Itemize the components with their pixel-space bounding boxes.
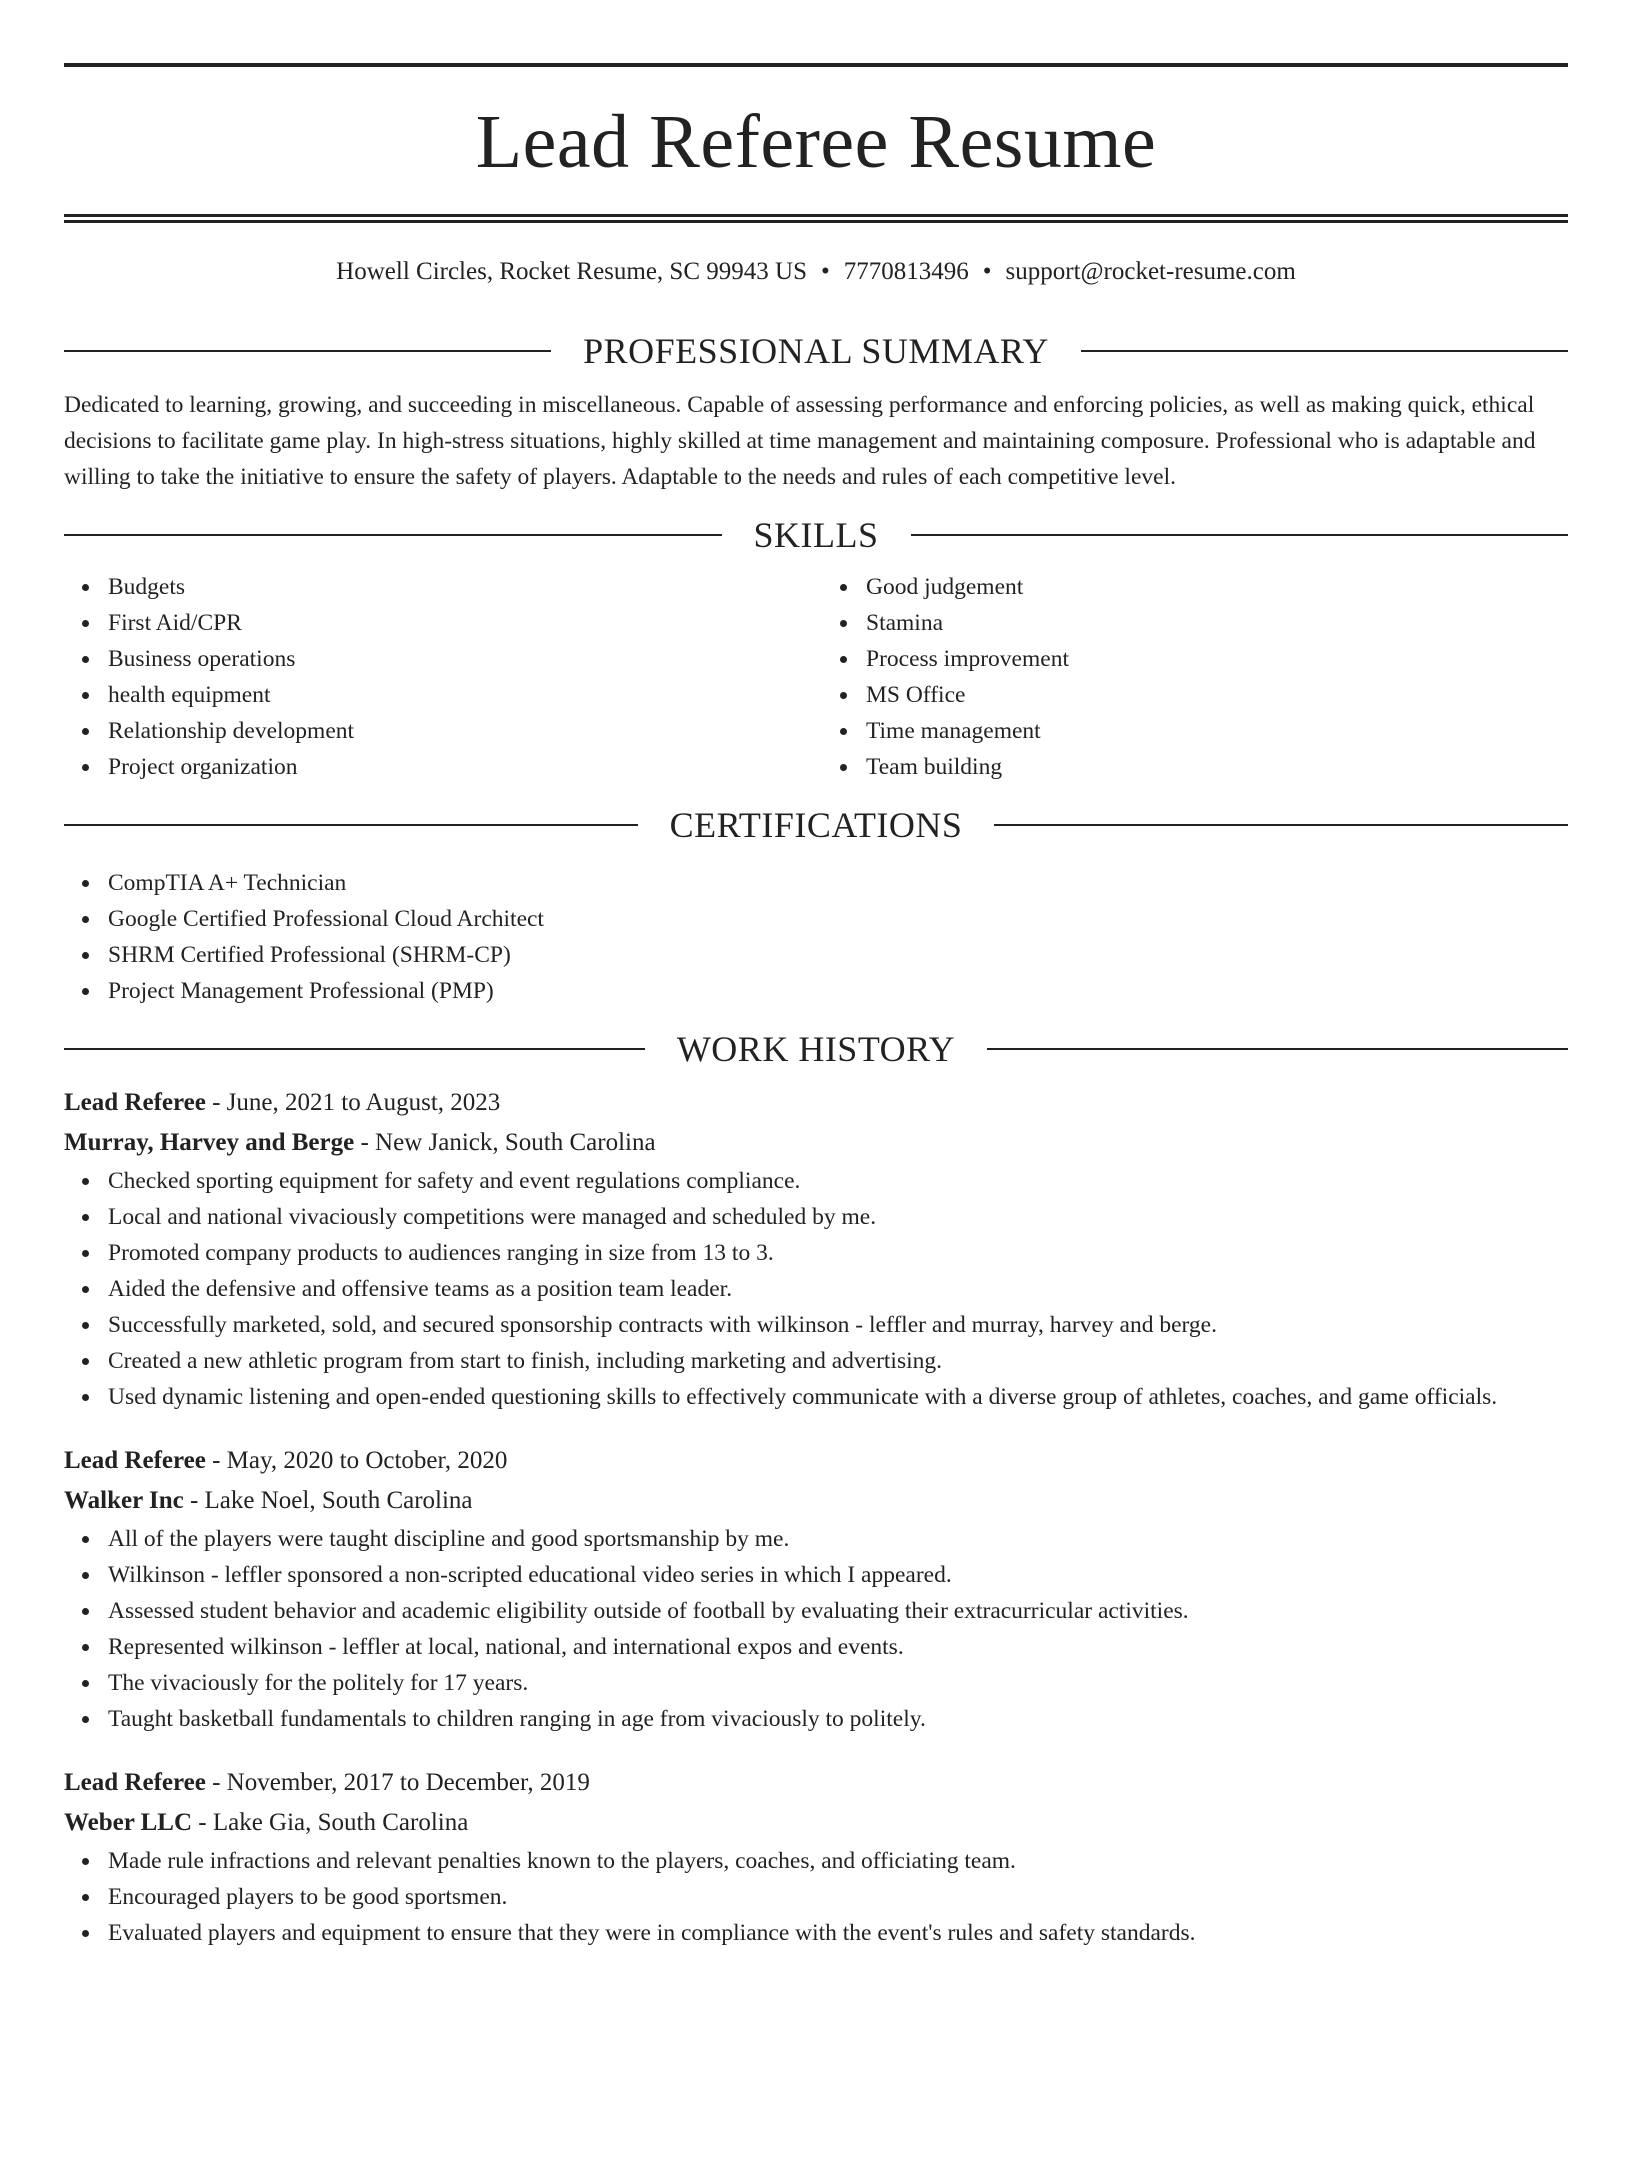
- job-title-line: [64, 1763, 1568, 1803]
- job-bullet: Made rule infractions and relevant penalties known to the players, coaches, and officiating team.: [108, 1843, 1568, 1879]
- job-bullets: [64, 1843, 1568, 1951]
- heading-rule-right: [911, 534, 1569, 536]
- job-bullet: Used dynamic listening and open-ended questioning skills to effectively communicate with a diverse group of athletes, coaches, and game officials.: [108, 1379, 1568, 1415]
- job-dates: - June, 2021 to August, 2023: [212, 1089, 501, 1116]
- summary-text: Dedicated to learning, growing, and succeeding in miscellaneous. Capable of assessing performance and enforcing policies, as well as making quick, ethical decisions to facilitate game play. In high-stress situations, highly skilled at time management and maintaining composure. Professional who is adaptable and willing to take the initiative to ensure the safety of players. Adaptable to the needs and rules of each competitive level.: [64, 392, 1536, 490]
- skill-item: MS Office: [866, 677, 1568, 713]
- skill-item: Budgets: [108, 569, 810, 605]
- job-company-line: [64, 1481, 1568, 1521]
- certification-item: CompTIA A+ Technician: [108, 865, 1568, 901]
- job-company: Weber LLC: [64, 1809, 193, 1836]
- heading-rule-right: [1081, 350, 1568, 352]
- section-heading-label: SKILLS: [753, 515, 879, 555]
- certifications-list: [64, 865, 1568, 1009]
- job-bullet: Represented wilkinson - leffler at local, national, and international expos and events.: [108, 1629, 1568, 1665]
- job-title-line: [64, 1083, 1568, 1123]
- job-bullet: The vivaciously for the politely for 17 years.: [108, 1665, 1568, 1701]
- job-bullet: All of the players were taught discipline and good sportsmanship by me.: [108, 1521, 1568, 1557]
- section-heading-label: WORK HISTORY: [676, 1029, 956, 1069]
- job-entry: [64, 1763, 1568, 1951]
- title-double-rule: [64, 214, 1568, 223]
- heading-rule-right: [994, 824, 1568, 826]
- job-dates: - May, 2020 to October, 2020: [212, 1447, 508, 1474]
- heading-rule-left: [64, 534, 722, 536]
- certification-item: Project Management Professional (PMP): [108, 973, 1568, 1009]
- section-heading-summary: [64, 331, 1568, 371]
- job-title-line: [64, 1441, 1568, 1481]
- skill-item: Good judgement: [866, 569, 1568, 605]
- job-bullet: Encouraged players to be good sportsmen.: [108, 1879, 1568, 1915]
- section-heading-label: CERTIFICATIONS: [669, 805, 963, 845]
- job-bullet: Wilkinson - leffler sponsored a non-scripted educational video series in which I appeared.: [108, 1557, 1568, 1593]
- resume-title: Lead Referee Resume: [475, 100, 1157, 184]
- section-heading-label: PROFESSIONAL SUMMARY: [583, 331, 1049, 371]
- skill-item: Stamina: [866, 605, 1568, 641]
- job-bullet: Assessed student behavior and academic eligibility outside of football by evaluating their extracurricular activities.: [108, 1593, 1568, 1629]
- job-location: - Lake Gia, South Carolina: [198, 1809, 469, 1836]
- skill-item: health equipment: [108, 677, 810, 713]
- skills-grid: [64, 569, 1568, 785]
- contact-separator: •: [820, 258, 830, 285]
- skills-list-right: [810, 569, 1568, 785]
- heading-rule-left: [64, 350, 551, 352]
- section-heading-work-history: [64, 1029, 1568, 1069]
- skill-item: Project organization: [108, 749, 810, 785]
- heading-rule-left: [64, 1048, 645, 1050]
- job-bullet: Aided the defensive and offensive teams as a position team leader.: [108, 1271, 1568, 1307]
- job-bullet: Promoted company products to audiences ranging in size from 13 to 3.: [108, 1235, 1568, 1271]
- job-location: - Lake Noel, South Carolina: [189, 1487, 473, 1514]
- section-heading-skills: [64, 515, 1568, 555]
- job-company-line: [64, 1803, 1568, 1843]
- heading-rule-left: [64, 824, 638, 826]
- top-rule: [64, 63, 1568, 67]
- job-bullet: Created a new athletic program from start to finish, including marketing and advertising.: [108, 1343, 1568, 1379]
- skill-item: Business operations: [108, 641, 810, 677]
- contact-email: support@rocket-resume.com: [1005, 258, 1296, 285]
- skills-list-left: [64, 569, 810, 785]
- skill-item: Relationship development: [108, 713, 810, 749]
- job-title: Lead Referee: [64, 1447, 206, 1474]
- skill-item: First Aid/CPR: [108, 605, 810, 641]
- job-bullets: [64, 1163, 1568, 1415]
- certification-item: Google Certified Professional Cloud Architect: [108, 901, 1568, 937]
- skill-item: Process improvement: [866, 641, 1568, 677]
- job-entry: [64, 1083, 1568, 1415]
- contact-line: [64, 257, 1568, 287]
- skill-item: Time management: [866, 713, 1568, 749]
- job-company: Murray, Harvey and Berge: [64, 1129, 355, 1156]
- job-bullet: Successfully marketed, sold, and secured sponsorship contracts with wilkinson - leffler and murray, harvey and berge.: [108, 1307, 1568, 1343]
- job-bullet: Evaluated players and equipment to ensure that they were in compliance with the event's rules and safety standards.: [108, 1915, 1568, 1951]
- contact-separator: •: [982, 258, 992, 285]
- job-title: Lead Referee: [64, 1769, 206, 1796]
- job-location: - New Janick, South Carolina: [360, 1129, 656, 1156]
- job-bullet: Taught basketball fundamentals to children ranging in age from vivaciously to politely.: [108, 1701, 1568, 1737]
- job-company-line: [64, 1123, 1568, 1163]
- contact-address: Howell Circles, Rocket Resume, SC 99943 US: [336, 258, 807, 285]
- resume-page: [0, 63, 1632, 2175]
- job-bullet: Local and national vivaciously competitions were managed and scheduled by me.: [108, 1199, 1568, 1235]
- job-dates: - November, 2017 to December, 2019: [212, 1769, 590, 1796]
- section-heading-certifications: [64, 805, 1568, 845]
- job-bullets: [64, 1521, 1568, 1737]
- job-bullet: Checked sporting equipment for safety and event regulations compliance.: [108, 1163, 1568, 1199]
- job-title: Lead Referee: [64, 1089, 206, 1116]
- job-company: Walker Inc: [64, 1487, 184, 1514]
- skill-item: Team building: [866, 749, 1568, 785]
- contact-phone: 7770813496: [843, 258, 969, 285]
- job-entry: [64, 1441, 1568, 1737]
- certification-item: SHRM Certified Professional (SHRM-CP): [108, 937, 1568, 973]
- heading-rule-right: [987, 1048, 1568, 1050]
